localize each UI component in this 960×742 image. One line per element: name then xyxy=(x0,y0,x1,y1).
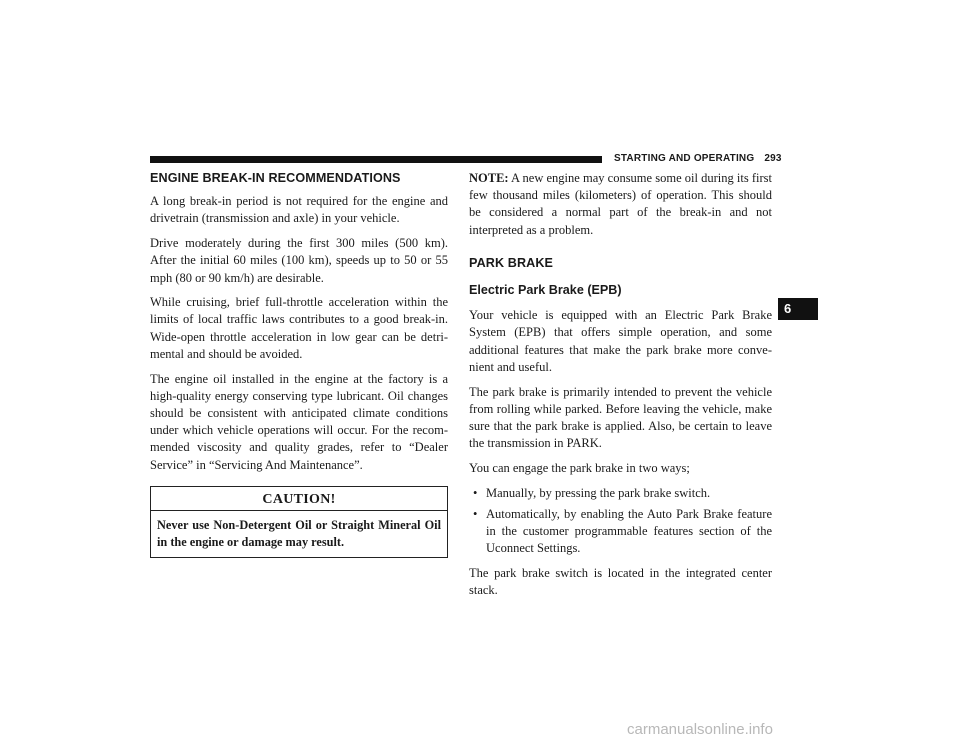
paragraph: The engine oil installed in the engine at the factory is a high-quality energy conserving type lubricant. Oil changes should be consistent with anticipated climate conditions under which vehicle operations will occur. For the recom-mended viscosity and quality grades, refer to “Dealer Service” in “Servicing And Maintenance”. xyxy=(150,371,448,472)
watermark: carmanualsonline.info xyxy=(627,721,773,738)
left-column xyxy=(150,170,448,558)
paragraph: Your vehicle is equipped with an Electric Park Brake System (EPB) that offers simple operation, and some additional features that make the park brake more conve-nient and useful. xyxy=(469,308,772,374)
page-number: 293 xyxy=(764,153,782,164)
bullet-icon: • xyxy=(473,506,478,521)
bullet-list xyxy=(469,485,772,558)
paragraph: You can engage the park brake in two ways; xyxy=(469,460,690,475)
park-brake-heading: PARK BRAKE xyxy=(469,255,554,270)
list-item xyxy=(469,506,772,558)
paragraph: The park brake is primarily intended to prevent the vehicle from rolling while parked. Before leaving the vehicle, make sure that the park brake is applied. Also, be certain to leave the transmission in PARK. xyxy=(469,384,772,451)
paragraph: A long break-in period is not required for the engine and drivetrain (transmission and axle) in your vehicle. xyxy=(150,194,448,226)
paragraph: Drive moderately during the first 300 miles (500 km). After the initial 60 miles (100 km), speeds up to 50 or 55 mph (80 or 90 km/h) are desirable. xyxy=(150,236,448,285)
right-column xyxy=(469,170,772,607)
list-item-text: Automatically, by enabling the Auto Park Brake feature in the customer programmable features section of the Uconnect Settings. xyxy=(486,506,772,556)
epb-subheading: Electric Park Brake (EPB) xyxy=(469,283,622,298)
caution-text: Never use Non-Detergent Oil or Straight Mineral Oil in the engine or damage may result. xyxy=(157,517,441,549)
list-item-text: Manually, by pressing the park brake switch. xyxy=(486,485,711,500)
note-paragraph xyxy=(469,170,772,239)
note-text: A new engine may consume some oil during its first few thousand miles (kilometers) of operation. This should be considered a normal part of the break-in and not interpreted as a problem. xyxy=(469,171,772,237)
caution-title: CAUTION! xyxy=(151,487,447,511)
list-item xyxy=(469,485,772,502)
bullet-icon: • xyxy=(473,485,478,500)
paragraph: While cruising, brief full-throttle acceleration within the limits of local traffic laws contributes to a good break-in. Wide-open throttle acceleration in low gear can be detri-mental and should be avoided. xyxy=(150,295,448,361)
header-rule xyxy=(150,156,602,163)
section-title: STARTING AND OPERATING xyxy=(614,153,755,164)
paragraph: The park brake switch is located in the integrated center stack. xyxy=(469,565,772,598)
running-header xyxy=(614,153,782,164)
chapter-tab: 6 xyxy=(778,298,818,320)
caution-box xyxy=(150,486,448,558)
note-label: NOTE: xyxy=(469,171,509,185)
engine-break-in-heading: ENGINE BREAK-IN RECOMMENDATIONS xyxy=(150,171,401,185)
